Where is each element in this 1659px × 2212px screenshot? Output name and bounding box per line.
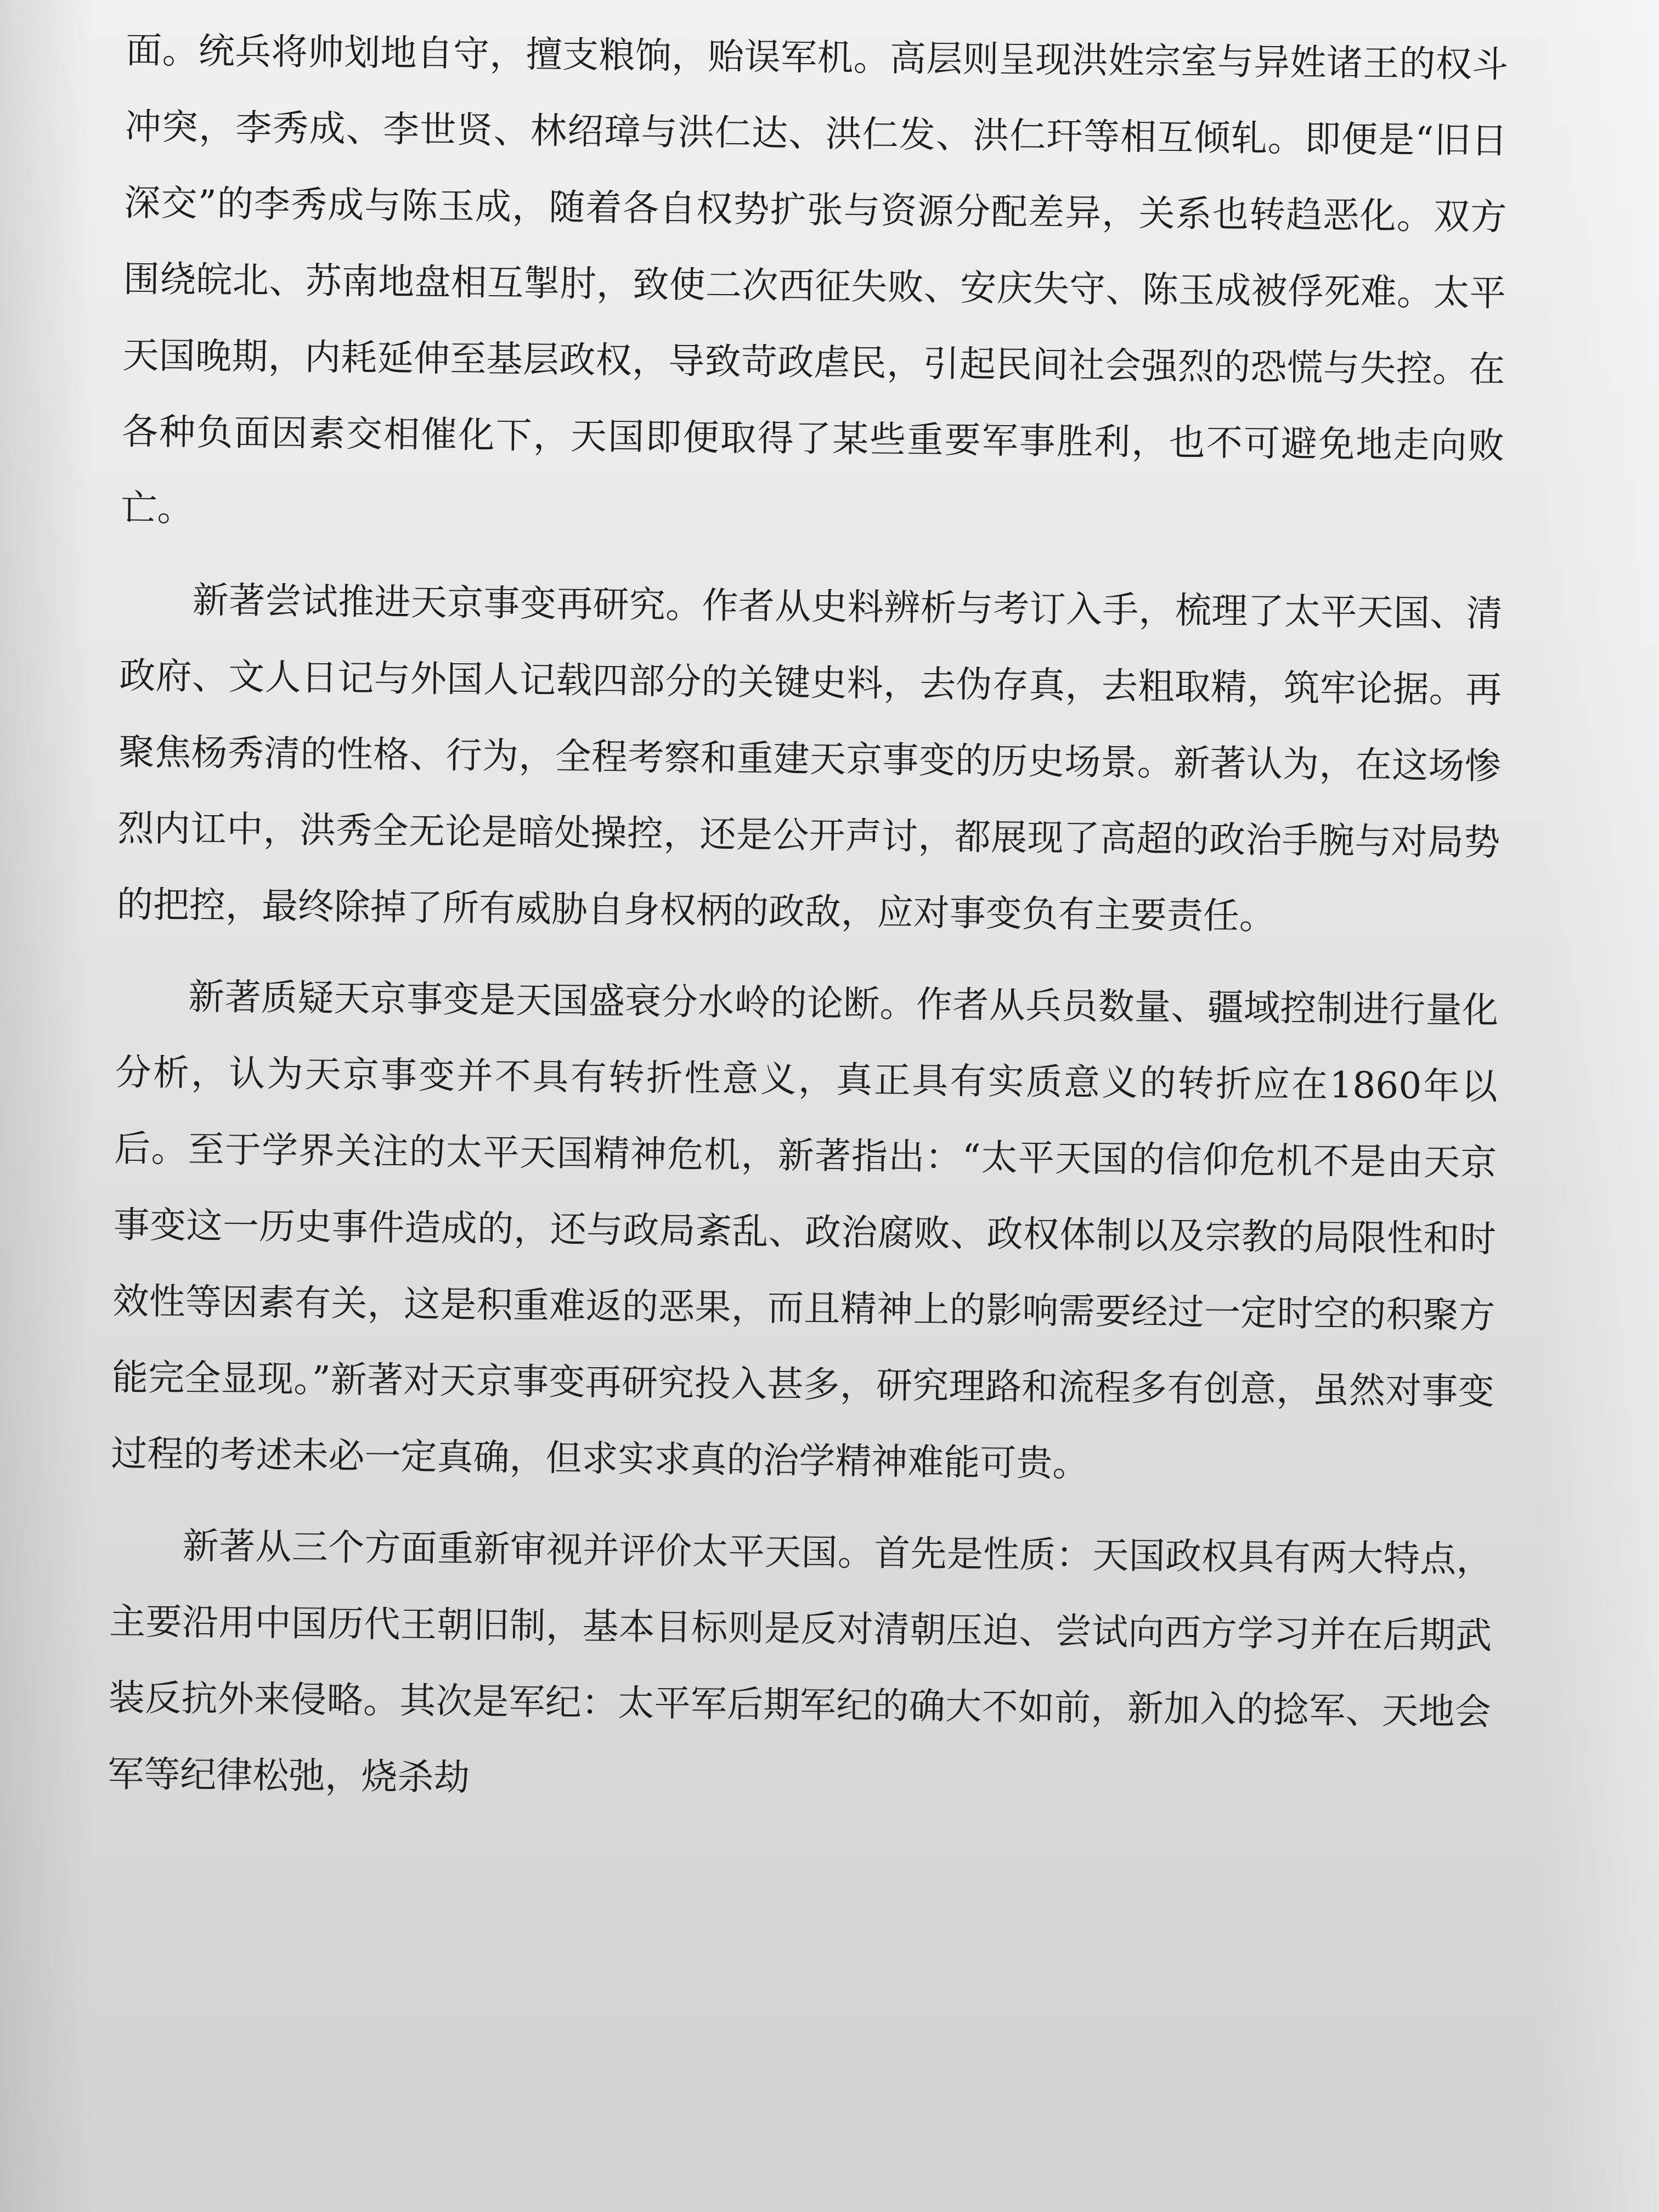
page-gutter-shadow	[0, 0, 93, 2212]
paragraph-3: 新著质疑天京事变是天国盛衰分水岭的论断。作者从兵员数量、疆域控制进行量化分析，认为天京事变并不具有转折性意义，真正具有实质意义的转折应在1860年以后。至于学界关注的太平天国精神危机，新著指出：“太平天国的信仰危机不是由天京事变这一历史事件造成的，还与政局紊乱、政治腐败、政权体制以及宗教的局限性和时效性等因素有关，这是积重难返的恶果，而且精神上的影响需要经过一定时空的积聚方能完全显现。”新著对天京事变再研究投入甚多，研究理路和流程多有创意，虽然对事变过程的考述未必一定真确，但求实求真的治学精神难能可贵。	[111, 975, 1499, 1485]
paragraph-2: 新著尝试推进天京事变再研究。作者从史料辨析与考订入手，梳理了太平天国、清政府、文人日记与外国人记载四部分的关键史料，去伪存真，去粗取精，筑牢论据。再聚焦杨秀清的性格、行为，全程考察和重建天京事变的历史场景。新著认为，在这场惨烈内讧中，洪秀全无论是暗处操控，还是公开声讨，都展现了高超的政治手腕与对局势的把控，最终除掉了所有威胁自身权柄的政敌，应对事变负有主要责任。	[116, 579, 1503, 938]
body-text	[107, 12, 1509, 1842]
paragraph-1: 面。统兵将帅划地自守，擅支粮饷，贻误军机。高层则呈现洪姓宗室与异姓诸王的权斗冲突，李秀成、李世贤、林绍璋与洪仁达、洪仁发、洪仁玕等相互倾轧。即便是“旧日深交”的李秀成与陈玉成，随着各自权势扩张与资源分配差异，关系也转趋恶化。双方围绕皖北、苏南地盘相互掣肘，致使二次西征失败、安庆失守、陈玉成被俘死难。太平天国晚期，内耗延伸至基层政权，导致苛政虐民，引起民间社会强烈的恐慌与失控。在各种负面因素交相催化下，天国即便取得了某些重要军事胜利，也不可避免地走向败亡。	[121, 29, 1509, 530]
page-edge-highlight	[1538, 0, 1659, 2212]
paragraph-4: 新著从三个方面重新审视并评价太平天国。首先是性质：天国政权具有两大特点，主要沿用中国历代王朝旧制，基本目标则是反对清朝压迫、尝试向西方学习并在后期武装反抗外来侵略。其次是军纪：太平军后期军纪的确大不如前，新加入的捻军、天地会军等纪律松弛，烧杀劫	[107, 1525, 1493, 1799]
